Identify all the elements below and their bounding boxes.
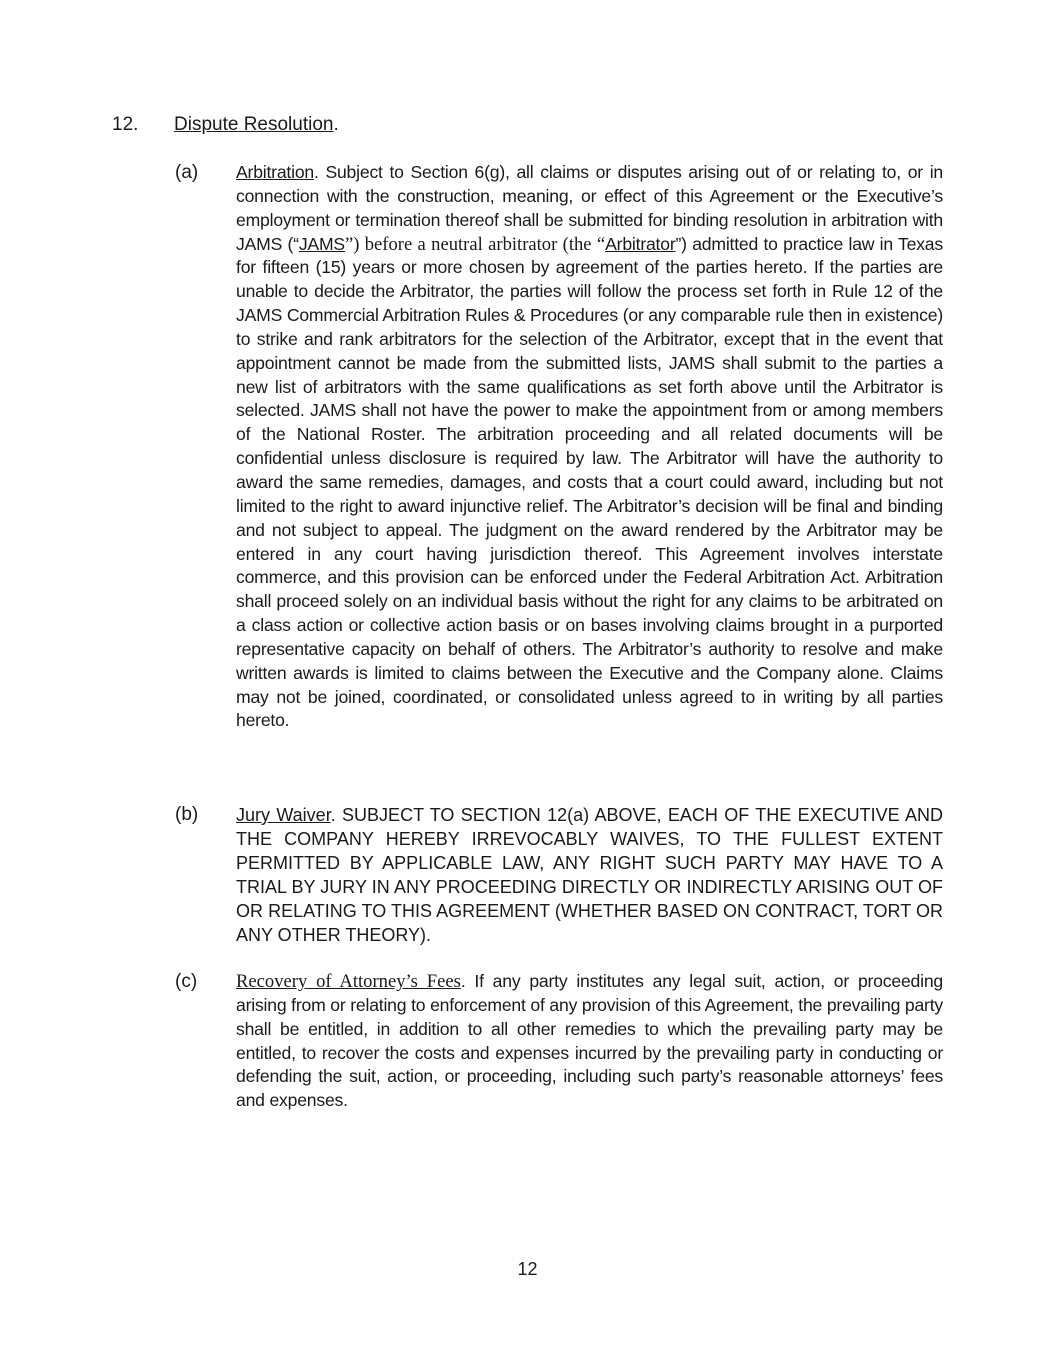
paragraph-c-label: (c) — [175, 971, 198, 992]
section-heading — [112, 113, 339, 137]
paragraph-b-body — [236, 803, 943, 947]
paragraph-b-label: (b) — [175, 804, 199, 825]
paragraph-a-text-2: ”) before a neutral arbitrator (the “ — [344, 233, 606, 255]
jams-defined-term: JAMS — [298, 233, 345, 254]
arbitrator-defined-term: Arbitrator — [605, 233, 676, 254]
paragraph-b-text: . SUBJECT TO SECTION 12(a) ABOVE, EACH OF THE EXECUTIVE AND THE COMPANY HEREBY IRREVOCABLY WAIVES, TO THE FULLEST EXTENT PERMITTED BY APPLICABLE LAW, ANY RIGHT SUCH PARTY MAY HAVE TO A TRIAL BY JURY IN ANY PROCEEDING DIRECTLY OR INDIRECTLY ARISING OUT OF OR RELATING TO THIS AGREEMENT (WHETHER BASED ON CONTRACT, TORT OR ANY OTHER THEORY). — [236, 805, 943, 945]
paragraph-b — [175, 803, 943, 947]
arbitration-heading: Arbitration — [236, 162, 314, 182]
page-number: 12 — [517, 1259, 538, 1279]
paragraph-a-text-1: . Subject to Section 6(g), all claims or disputes arising out of or relating to, or in connection with the construction, meaning, or effect of this Agreement or the Executive’s employment or termination thereof shall be submitted for binding resolution in arbitration with JAMS (“ — [236, 162, 943, 254]
section-number: 12. — [112, 114, 139, 135]
section-title-suffix: . — [333, 114, 339, 135]
paragraph-c-text: . If any party institutes any legal suit, action, or proceeding arising from or relating to enforcement of any provision of this Agreement, the prevailing party shall be entitled, in addition to all other remedies to which the prevailing party may be entitled, to recover the costs and expenses incurred by the prevailing party in conducting or defending the suit, action, or proceeding, including such party’s reasonable attorneys’ fees and expenses. — [236, 971, 943, 1111]
section-title: Dispute Resolution — [174, 114, 334, 135]
paragraph-a-body — [236, 161, 943, 733]
jury-waiver-heading: Jury Waiver — [236, 805, 331, 825]
paragraph-c — [175, 970, 943, 1113]
attorney-fees-heading: Recovery of Attorney’s Fees — [236, 971, 461, 992]
paragraph-a-text-3: ”) admitted to practice law in Texas for fifteen (15) years or more chosen by agreement of the parties hereto. If the parties are unable to decide the Arbitrator, the parties will follow the process set forth in Rule 12 of the JAMS Commercial Arbitration Rules & Procedures (or any comparable rule then in existence) to strike and rank arbitrators for the selection of the Arbitrator, except that in the event that appointment cannot be made from the submitted lists, JAMS shall submit to the parties a new list of arbitrators with the same qualifications as set forth above until the Arbitrator is selected. JAMS shall not have the power to make the appointment from or among members of the National Roster. The arbitration proceeding and all related documents will be confidential unless disclosure is required by law. The Arbitrator will have the authority to award the same remedies, damages, and costs that a court could award, including but not limited to the right to award injunctive relief. The Arbitrator’s decision will be final and binding and not subject to appeal. The judgment on the award rendered by the Arbitrator may be entered in any court having jurisdiction thereof. This Agreement involves interstate commerce, and this provision can be enforced under the Federal Arbitration Act. Arbitration shall proceed solely on an individual basis without the right for any claims to be arbitrated on a class action or collective action basis or on bases involving claims brought in a purported representative capacity on behalf of others. The Arbitrator’s authority to resolve and make written awards is limited to claims between the Executive and the Company alone. Claims may not be joined, coordinated, or consolidated unless agreed to in writing by all parties hereto. — [236, 233, 943, 731]
paragraph-a-label: (a) — [175, 162, 199, 183]
paragraph-a — [175, 161, 943, 733]
paragraph-c-body — [236, 970, 943, 1113]
